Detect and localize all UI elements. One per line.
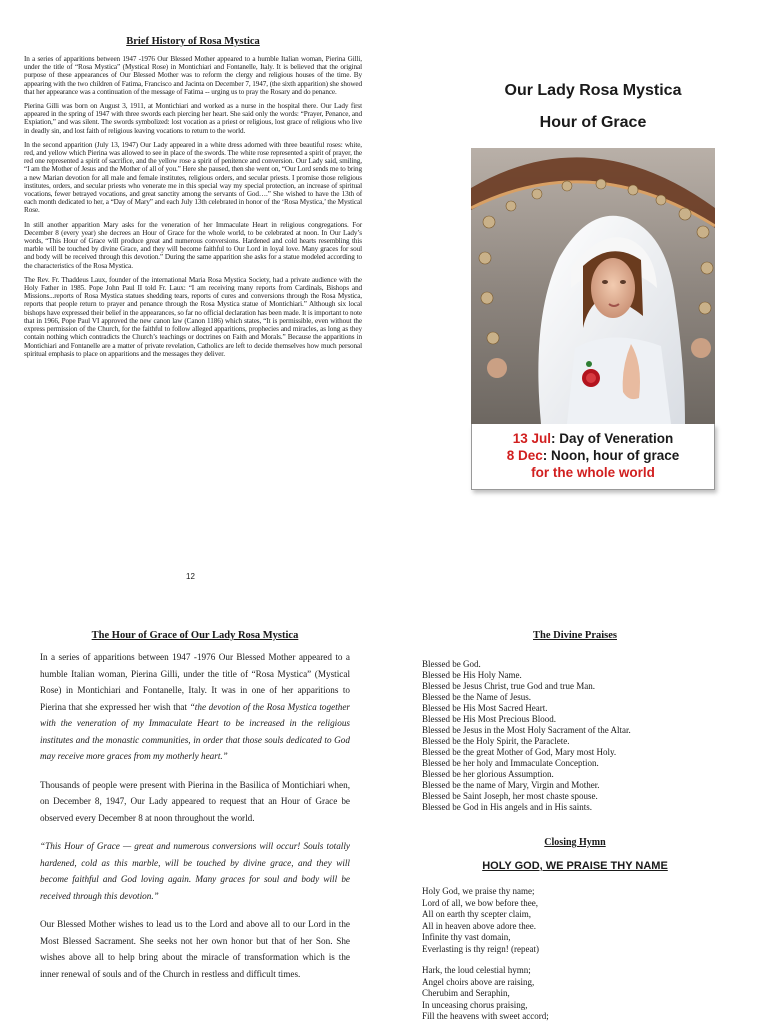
hymn-title: HOLY GOD, WE PRAISE THY NAME	[482, 860, 668, 872]
hour-of-grace-paragraph-2: Thousands of people were present with Pierina in the Basilica of Montichiari when, on December 8, 1947, Our Lady appeared to request that an Hour of Grace be observed every December 8 at noon throughout the world.	[40, 779, 350, 823]
veneration-text: : Day of Veneration	[551, 431, 674, 446]
praise-line: Blessed be Jesus Christ, true God and true Man.	[422, 681, 595, 691]
hour-of-grace-text: : Noon, hour of grace	[542, 448, 680, 463]
praise-line: Blessed be His Holy Name.	[422, 670, 522, 680]
divine-praises-title: The Divine Praises	[533, 630, 617, 641]
cover-panel	[440, 80, 746, 490]
divine-praises-list	[422, 659, 730, 813]
caption-line-1	[476, 430, 710, 447]
praise-line: Blessed be His Most Sacred Heart.	[422, 703, 548, 713]
praise-line: Blessed be Saint Joseph, her most chaste spouse.	[422, 791, 598, 801]
history-paragraph-2: Pierina Gilli was born on August 3, 1911, at Montichiari and worked as a nurse in the hospital there. Our Lady first appeared in the spring of 1947 with three swords each piercing her heart. She said only the words: “Prayer, Penance, and Expiation,” and was silent. The swords symbolized: lost vocation as a priest or religious, lost grace of religious who live in deadly sin, and lost faith of religious leaving vocations to return to the world.	[24, 102, 362, 135]
praise-line: Blessed be the Holy Spirit, the Paraclete.	[422, 736, 570, 746]
hymn-line: All on earth thy scepter claim,	[422, 909, 531, 919]
praise-line: Blessed be Jesus in the Most Holy Sacrament of the Altar.	[422, 725, 631, 735]
caption-line-3: for the whole world	[531, 465, 655, 480]
hour-of-grace-quote: “This Hour of Grace — great and numerous conversions will occur! Souls totally hardened, cold as this marble, will be touched by divine grace, and they will become faithful and God loving again. Many graces for soul and body will be received through this devotion.”	[40, 841, 350, 901]
hour-of-grace-title: The Hour of Grace of Our Lady Rosa Mystica	[91, 630, 299, 641]
closing-hymn-title: Closing Hymn	[544, 837, 606, 848]
hymn-line: Cherubim and Seraphin,	[422, 988, 510, 998]
page-number: 12	[186, 572, 195, 581]
hymn-line: Hark, the loud celestial hymn;	[422, 965, 531, 975]
hymn-line: In unceasing chorus praising,	[422, 999, 528, 1010]
praise-line: Blessed be the Name of Jesus.	[422, 692, 531, 702]
cover-title: Our Lady Rosa Mystica	[504, 82, 682, 99]
cover-subtitle: Hour of Grace	[539, 114, 647, 131]
hymn-line: Everlasting is thy reign! (repeat)	[422, 943, 539, 954]
history-paragraph-5: The Rev. Fr. Thaddeus Laux, founder of the international Maria Rosa Mystica Society, had a private audience with the Holy Father in 1985. Pope John Paul II told Fr. Laux: “I am receiving many reports from Cardinals, Bishops and Missions...reports of Rosa Mystica statues shedding tears, reports of cures and conversions through the Rosa Mystica, reports that people return to prayer and penance through the Rosa Mystica statue of Montichiari.” Although six local bishops have expressed their belief in the appearances, so far no official declaration has been made. It is important to note that in 1966, Pope Paul VI approved the new canon law (Canon 1186) which states, “It is permissible, even without the express permission of the Church, for the faithful to follow alleged apparitions, prophecies and miracles, as long as they contain nothing which contradicts the Church’s teachings or doctrines on Faith and Morals.” Because the apparitions in Montichiari and Fontanelle are a matter of private revelation, Catholics are left to decide themselves how much personal spiritual emphasis to place on apparitions and the messages they deliver.	[24, 275, 362, 358]
date-jul-13: 13 Jul	[512, 431, 551, 446]
praise-line: Blessed be God in His angels and in His saints.	[422, 802, 592, 812]
praise-line: Blessed be His Most Precious Blood.	[422, 714, 556, 724]
praise-line: Blessed be the great Mother of God, Mary most Holy.	[422, 747, 617, 757]
feast-caption	[471, 424, 715, 490]
praise-line: Blessed be her glorious Assumption.	[422, 769, 554, 779]
history-paragraph-3: In the second apparition (July 13, 1947) Our Lady appeared in a white dress adorned with three beautiful roses: white, red, and yellow which Pierina was allowed to see in place of the swords. The white rose represented a spirit of prayer, the red one represented a spirit of sacrifice, and the yellow rose a spirit of penitence and conversion. Our Lady said, smiling, “I am the Mother of Jesus and the Mother of all of you.” Here she paused, then she went on, “Our Lord sends me to bring a new Marian devotion for all male and female institutes, religious orders, and secular priests. I promise those religious institutes, orders, and secular priests who venerate me in this special way my special protection, an increase of spiritual vocations, fewer betrayed vocations, and great sanctity among the servants of God….” She wished to have the 13th of each month dedicated to her, a “Day of Mary” and each July 13th celebrated in honor of the ‘Rosa Mystica,’ the Mystical Rose.	[24, 140, 362, 215]
hymn-line: Angel choirs above are raising,	[422, 976, 535, 987]
praises-panel	[420, 630, 730, 1033]
hymn-stanza-2	[422, 965, 730, 1023]
history-title: Brief History of Rosa Mystica	[126, 36, 260, 47]
praise-line: Blessed be her holy and Immaculate Conception.	[422, 758, 599, 768]
praise-line: Blessed be God.	[422, 659, 481, 669]
hymn-line: Fill the heavens with sweet accord;	[422, 1011, 549, 1021]
hymn-line: Infinite thy vast domain,	[422, 932, 511, 942]
hymn-line: Lord of all, we bow before thee,	[422, 897, 538, 908]
history-paragraph-1: In a series of apparitions between 1947 -1976 Our Blessed Mother appeared to a humble Italian woman, Pierina Gilli, under the title of “Rosa Mystica” (Mystical Rose) in Montichiari and Fontanelle, Italy. It is believed that the original purpose of these appearances of Our Blessed Mother was to reform the clergy and religious houses of the time. By appearing with the two children of Fatima, Francisco and Jacinta on December 7, 1947, (the sixth apparition) she showed that her appearance was a continuation of the message of Fatima -- urging us to pray the Rosary and do penance.	[24, 55, 362, 96]
history-paragraph-4: In still another apparition Mary asks for the veneration of her Immaculate Heart in religious congregations. For December 8 (every year) she decrees an Hour of Grace for the whole world, to be celebrated at noon. In Our Lady’s words, “This Hour of Grace will produce great and numerous conversions. Hardened and cold hearts resembling this marble will be touched by divine Grace, and they will become faithful to Our Lord in loyal love. Many graces for soul and body will be received through this devotion.” During the same apparition she asks for a statue modeled according to the characteristics of the Rosa Mystica.	[24, 220, 362, 270]
history-panel	[24, 36, 362, 364]
rosa-mystica-image	[471, 148, 715, 424]
hour-of-grace-panel	[40, 630, 350, 994]
paragraph-1-italic: “the devotion of the Rosa Mystica together with the veneration of my Immaculate Heart to be increased in the religious institutes and the monastic communities, in order that those souls dedicated to God may receive more graces from my motherly heart.”	[40, 701, 350, 761]
hymn-line: Holy God, we praise thy name;	[422, 886, 535, 896]
caption-line-2	[476, 447, 710, 464]
hymn-stanza-1	[422, 886, 730, 955]
paragraph-1-text: In a series of apparitions between 1947 -1976 Our Blessed Mother appeared to a humble Italian woman, Pierina Gilli, under the title of “Rosa Mystica” (Mystical Rose) in Montichiari and Fontanelle, Italy. It was in one of her apparitions to Pierina that she expressed her wish that	[40, 652, 350, 712]
praise-line: Blessed be the name of Mary, Virgin and Mother.	[422, 780, 600, 790]
hour-of-grace-paragraph-3: Our Blessed Mother wishes to lead us to the Lord and above all to our Lord in the Most Blessed Sacrament. She seeks not her own honor but that of her Son. She wishes above all to help bring about the miracle of transformation which is the inner renewal of souls and of the Church in restless and difficult times.	[40, 919, 350, 979]
hour-of-grace-paragraph-1	[40, 649, 350, 765]
date-dec-8: 8 Dec	[506, 448, 543, 463]
statue-illustration	[471, 148, 715, 424]
hymn-line: All in heaven above adore thee.	[422, 920, 536, 931]
